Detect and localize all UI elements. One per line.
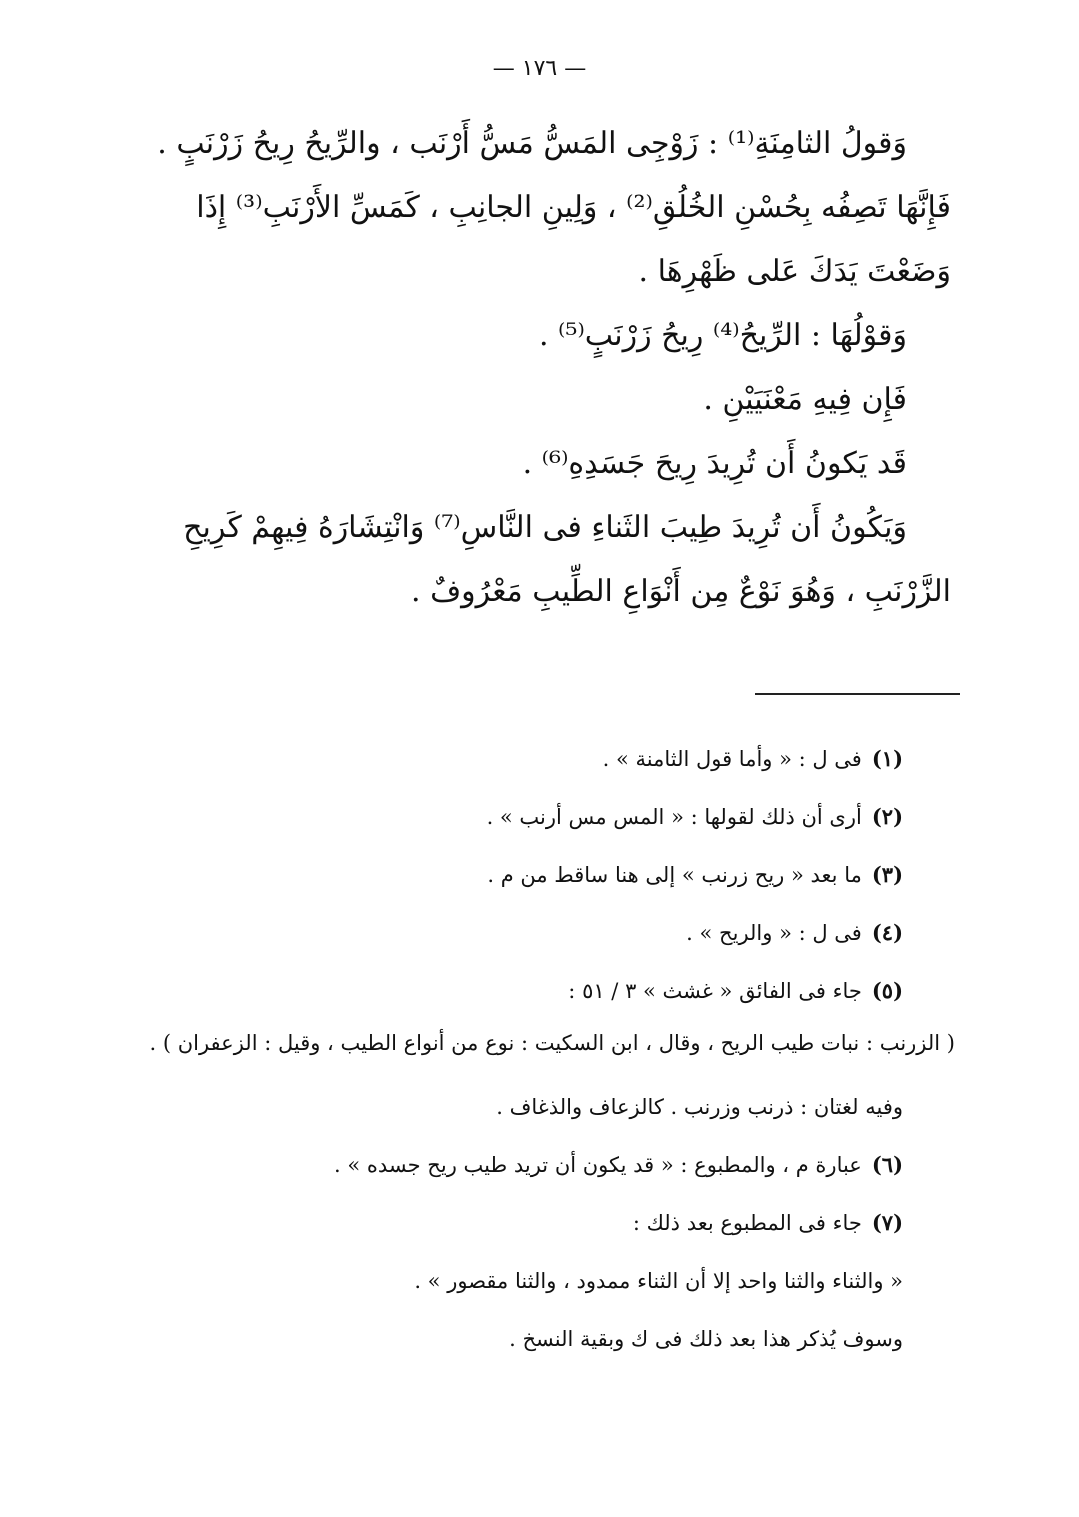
footnote-continuation	[100, 1020, 955, 1066]
text-line: وَضَعْتَ يَدَكَ عَلى ظَهْرِهَا .	[638, 254, 951, 289]
footnote-text: فى ل : « وأما قول الثامنة » .	[602, 747, 862, 771]
footnotes	[100, 730, 955, 1368]
footnote	[100, 962, 903, 1020]
footnote-number: (٦)	[871, 1152, 903, 1177]
text-line: وَقولُ الثامِنَةِ⁽¹⁾ : زَوْجِى المَسُّ مَسُّ أَرْنَب ، والرِّيحُ رِيحُ زَرْنَبٍ .	[157, 126, 907, 161]
footnote-number: (٤)	[871, 920, 903, 945]
text-line: وَقوْلُهَا : الرِّيحُ⁽⁴⁾ رِيحُ زَرْنَبٍ⁽⁵⁾ .	[538, 318, 907, 353]
footnote-text: ما بعد « ريح زرنب » إلى هنا ساقط من م .	[487, 863, 862, 887]
footnote-number: (٢)	[871, 804, 903, 829]
footnote-text: أرى أن ذلك لقولها : « المس مس أرنب » .	[486, 805, 862, 829]
footnote-text: وفيه لغتان : ذرنب وزرنب . كالزعاف والذغاف .	[496, 1095, 903, 1119]
footnote	[100, 846, 903, 904]
footnote-number: (١)	[871, 746, 903, 771]
text-line: فَإِن فِيهِ مَعْنَيَيْنِ .	[703, 382, 907, 417]
footnote-text: ( الزرنب : نبات طيب الريح ، وقال ، ابن السكيت : نوع من أنواع الطيب ، وقيل : الزعفران ) .	[149, 1031, 955, 1055]
footnote-continuation	[100, 1252, 903, 1310]
footnote-number: (٥)	[871, 978, 903, 1003]
footnote-continuation	[100, 1078, 903, 1136]
footnote-number: (٣)	[871, 862, 903, 887]
footnote	[100, 788, 903, 846]
footnote-text: وسوف يُذكر هذا بعد ذلك فى ك وبقية النسخ .	[509, 1327, 903, 1351]
text-line: فَإِنَّهَا تَصِفُه بِحُسْنِ الخُلُقِ⁽²⁾ ، وَلِينِ الجانِبِ ، كَمَسِّ الأَرْنَبِ⁽³⁾ إِذَا	[196, 190, 951, 225]
footnote-text: جاء فى المطبوع بعد ذلك :	[632, 1211, 862, 1235]
footnote	[100, 904, 903, 962]
footnote	[100, 1194, 903, 1252]
footnote-divider	[755, 693, 960, 695]
footnote	[100, 730, 903, 788]
footnote-text: فى ل : « والريح » .	[686, 921, 862, 945]
main-text	[95, 112, 951, 624]
footnote-text: « والثناء والثنا واحد إلا أن الثناء ممدود ، والثنا مقصور » .	[414, 1269, 903, 1293]
text-line: قَد يَكونُ أَن تُرِيدَ رِيحَ جَسَدِهِ⁽⁶⁾ .	[522, 446, 907, 481]
footnote-text: جاء فى الفائق « غشث » ٣ / ٥١ :	[568, 979, 862, 1003]
footnote-continuation	[100, 1310, 903, 1368]
text-line: الزَّرْنَبِ ، وَهُوَ نَوْعٌ مِن أَنْوَاعِ الطِّيبِ مَعْرُوفٌ .	[411, 574, 951, 609]
footnote	[100, 1136, 903, 1194]
footnote-text: عبارة م ، والمطبوع : « قد يكون أن تريد طيب ريح جسده » .	[334, 1153, 862, 1177]
page-number: — ١٧٦ —	[492, 56, 587, 81]
text-line: وَيَكُونُ أَن تُرِيدَ طِيبَ الثَناءِ فى النَّاسِ⁽⁷⁾ وَانْتِشَارَهُ فِيهِمْ كَرِيحِ	[183, 510, 907, 545]
footnote-number: (٧)	[871, 1210, 903, 1235]
